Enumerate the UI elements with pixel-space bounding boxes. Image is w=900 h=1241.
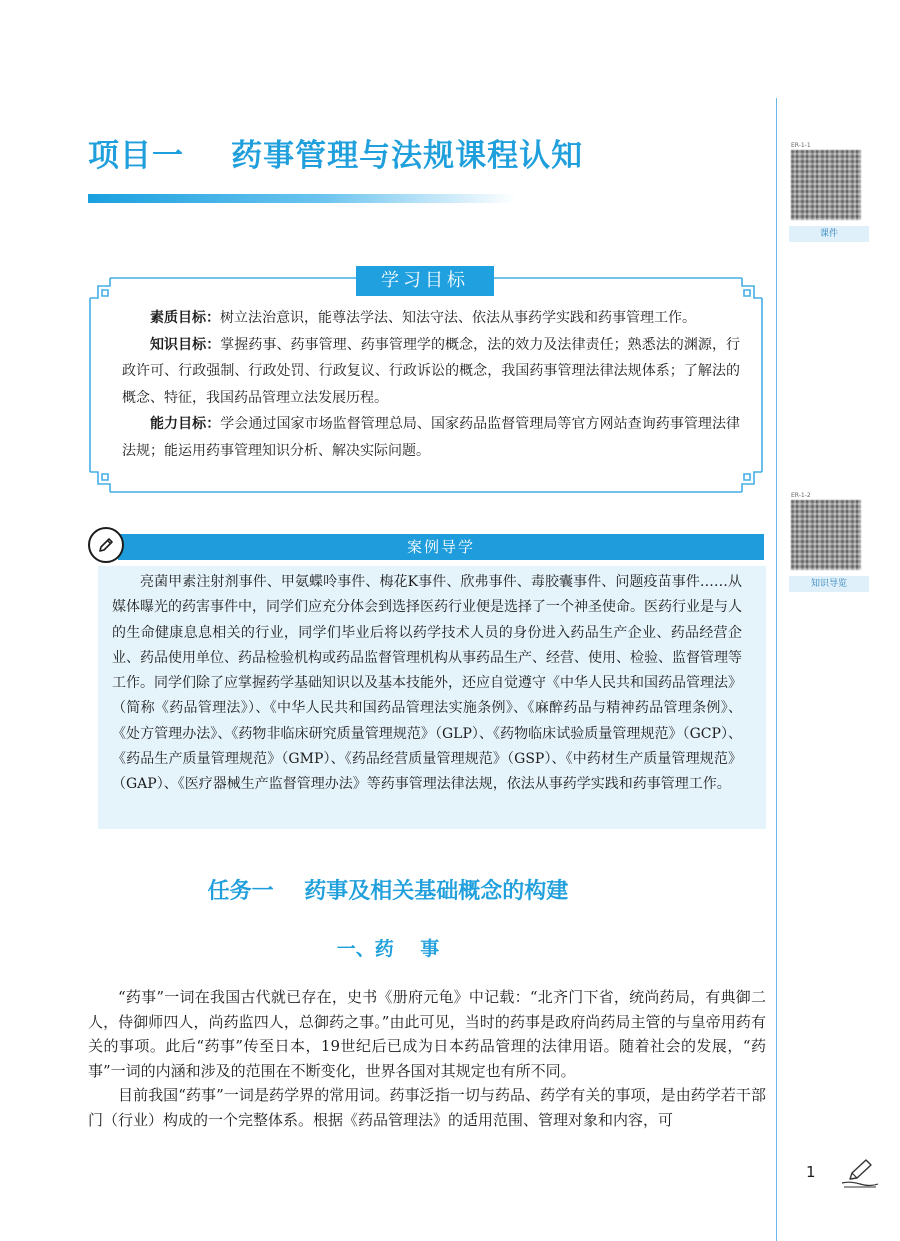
case-study-badge [88, 527, 124, 563]
goal-text: 学会通过国家市场监督管理总局、国家药品监督管理局等官方网站查询药事管理法律法规；能运用药事管理知识分析、解决实际问题。 [122, 416, 741, 459]
qr-block-courseware [789, 142, 863, 242]
case-study-body [98, 566, 766, 829]
qr-block-knowledge-guide [789, 492, 863, 592]
goal-item [122, 305, 740, 332]
body-paragraph: 目前我国“药事”一词是药学界的常用词。药事泛指一切与药品、药学有关的事项，是由药学若干部门（行业）构成的一个完整体系。根据《药品管理法》的适用范围、管理对象和内容，可 [88, 1086, 766, 1129]
goal-label: 能力目标： [150, 416, 221, 432]
qr-id: ER-1-1 [791, 142, 811, 149]
title-underline-bar [88, 194, 516, 203]
goal-text: 树立法治意识，能尊法学法、知法守法、依法从事药学实践和药事管理工作。 [220, 310, 696, 326]
qr-id: ER-1-2 [791, 492, 811, 499]
pencil-icon [97, 536, 115, 554]
margin-divider [776, 98, 777, 1241]
learning-goals-header: 学习目标 [356, 266, 494, 296]
task-title: 任务一 药事及相关基础概念的构建 [207, 879, 569, 904]
goal-item [122, 332, 740, 412]
chapter-title: 项目一 药事管理与法规课程认知 [88, 138, 584, 174]
goal-text: 掌握药事、药事管理、药事管理学的概念，法的效力及法律责任；熟悉法的渊源，行政许可、行政强制、行政处罚、行政复议、行政诉讼的概念，我国药事管理法律法规体系；了解法的概念、特征，我国药品管理立法发展历程。 [122, 336, 741, 406]
section-title: 一、药 事 [336, 938, 440, 960]
page-number: 1 [806, 1163, 816, 1181]
goal-label: 知识目标： [150, 336, 221, 353]
goal-item [122, 411, 740, 464]
qr-caption: 课件 [789, 226, 869, 242]
case-study-text: 亮菌甲素注射剂事件、甲氨蝶呤事件、梅花K事件、欣弗事件、毒胶囊事件、问题疫苗事件……从媒体曝光的药害事件中，同学们应充分体会到选择医药行业便是选择了一个神圣使命。医药行业是与人的生命健康息息相关的行业，同学们毕业后将以药学技术人员的身份进入药品生产企业、药品经营企业、药品使用单位、药品检验机构或药品监督管理机构从事药品生产、经营、使用、检验、监督管理等工作。同学们除了应掌握药学基础知识以及基本技能外，还应自觉遵守《中华人民共和国药品管理法》（简称《药品管理法》）、《中华人民共和国药品管理法实施条例》、《麻醉药品与精神药品管理条例》、《处方管理办法》、《药物非临床研究质量管理规范》（GLP）、《药物临床试验质量管理规范》（GCP）、《药品生产质量管理规范》（GMP）、《药品经营质量管理规范》（GSP）、《中药材生产质量管理规范》（GAP）、《医疗器械生产监督管理办法》等药事管理法律法规，依法从事药学实践和药事管理工作。 [112, 574, 742, 793]
qr-caption: 知识导览 [789, 576, 869, 592]
body-text [88, 985, 766, 1132]
goal-label: 素质目标： [150, 310, 220, 326]
case-study-header: 案例导学 [118, 534, 764, 560]
qr-code-icon[interactable] [791, 150, 861, 220]
qr-code-icon[interactable] [791, 500, 861, 570]
learning-goals-body [122, 305, 740, 464]
pen-writing-icon [840, 1157, 880, 1191]
body-paragraph: “药事”一词在我国古代就已存在，史书《册府元龟》中记载：“北齐门下省，统尚药局，有典御二人，侍御师四人，尚药监四人，总御药之事。”由此可见，当时的药事是政府尚药局主管的与皇帝用药有关的事项。此后“药事”传至日本，19世纪后已成为日本药品管理的法律用语。随着社会的发展，“药事”一词的内涵和涉及的范围在不断变化，世界各国对其规定也有所不同。 [88, 988, 766, 1080]
